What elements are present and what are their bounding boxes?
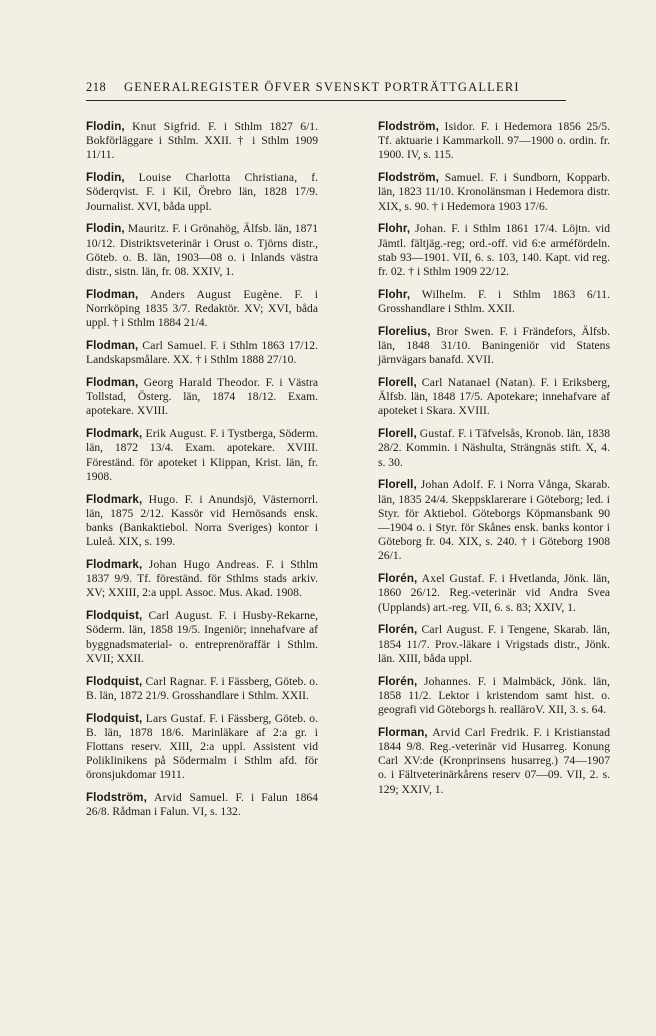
- register-entry: [86, 558, 318, 601]
- entry-text: F. i Sthlm 1837 9/9. Tf. föreständ. för Sthlms stads arkiv. XV; XXIII, 2:a uppl. Assoc. Mus. Akad. 1908.: [86, 558, 318, 600]
- entry-surname: Flodman,: [86, 287, 139, 301]
- entry-text: F. i Täfvelsås, Kronob. län, 1838 28/2. Kommin. i Näshulta, Strängnäs stift. X, 4. s. 30.: [378, 427, 610, 469]
- entry-surname: Flodmark,: [86, 558, 143, 572]
- entry-given-name: Lars Gustaf.: [145, 711, 206, 725]
- entry-text: F. i Falun 1864 26/8. Rådman i Falun. VI, s. 132.: [86, 791, 318, 819]
- entry-surname: Flodin,: [86, 171, 125, 185]
- entry-given-name: Johannes.: [423, 674, 472, 688]
- entry-surname: Flodström,: [378, 120, 439, 133]
- entry-surname: Flodquist,: [86, 609, 143, 623]
- register-entry: [86, 493, 318, 550]
- entry-surname: Flohr,: [378, 287, 411, 301]
- register-entry: [86, 675, 318, 703]
- entry-text: F. i Fässberg, Göteb. o. B. län, 1878 18/6. Marinläkare af 2:a gr. i Flottans reserv. XIII, 2:a uppl. Assistent vid Poliklinikens på Södermalm i Sthlm afd. för öronsjukdomar 1911.: [86, 711, 318, 782]
- entry-text: F. i Fässberg, Göteb. o. B. län, 1872 21/9. Grosshandlare i Sthlm. XXII.: [86, 674, 319, 702]
- entry-surname: Flodquist,: [86, 711, 143, 725]
- register-entry: [378, 171, 610, 214]
- register-entry: [378, 675, 610, 718]
- entry-given-name: Samuel.: [444, 171, 484, 185]
- entry-surname: Flodin,: [86, 120, 125, 133]
- entry-given-name: Arvid Carl Fredrik.: [432, 725, 529, 739]
- register-entry: [378, 427, 610, 470]
- register-entry: [378, 288, 610, 316]
- left-column: [86, 120, 318, 828]
- entry-surname: Florell,: [378, 376, 417, 390]
- entry-text: F. i Sundborn, Kopparb. län, 1823 11/10. Kronolänsman i Hedemora distr. XIX, s. 90. † i Hedemora 1903 17/6.: [378, 171, 610, 213]
- entry-given-name: Axel Gustaf.: [421, 572, 485, 586]
- entry-text: F. i Malmbäck, Jönk. län, 1858 11/2. Lektor i kristendom samt hist. o. geografi vid Göteborgs h. realläroV. XII, 3. s. 64.: [378, 674, 610, 717]
- entry-surname: Florell,: [378, 427, 417, 441]
- entry-given-name: Louise Charlotta Christiana,: [138, 171, 298, 185]
- entry-surname: Flodman,: [86, 376, 139, 390]
- header-rule: [86, 100, 566, 101]
- entry-surname: Flodin,: [86, 222, 125, 236]
- entry-surname: Florén,: [378, 623, 418, 637]
- entry-given-name: Wilhelm.: [421, 287, 467, 301]
- entry-surname: Florman,: [378, 725, 428, 739]
- entry-given-name: Erik August.: [145, 427, 207, 441]
- entry-given-name: Gustaf.: [419, 427, 455, 441]
- entry-text: F. i Sthlm 1827 6/1. Bokförläggare i Sthlm. XXII. † i Sthlm 1909 11/11.: [86, 120, 318, 162]
- entry-given-name: Carl Natanael (Natan).: [421, 376, 536, 390]
- register-entry: [86, 222, 318, 279]
- entry-given-name: Arvid Samuel.: [154, 791, 229, 805]
- entry-surname: Florén,: [378, 572, 418, 586]
- entry-given-name: Hugo.: [148, 492, 179, 506]
- running-title: GENERALREGISTER ÖFVER SVENSKT PORTRÄTTGALLERI: [124, 80, 520, 94]
- entry-surname: Florelius,: [378, 324, 431, 338]
- entry-given-name: Knut Sigfrid.: [132, 120, 201, 133]
- entry-surname: Flodström,: [86, 791, 147, 805]
- entry-given-name: Carl August.: [148, 609, 213, 623]
- register-entry: [86, 171, 318, 214]
- entry-given-name: Johan.: [415, 222, 447, 236]
- register-entry: [86, 609, 318, 666]
- entry-text: F. i Frändefors, Älfsb. län, 1848 31/10. Baningeniör vid Statens järnvägars banafd. XVII.: [378, 324, 611, 367]
- entry-surname: Flodquist,: [86, 674, 143, 688]
- entry-given-name: Carl August.: [421, 623, 484, 637]
- page-number: 218: [86, 80, 107, 94]
- entry-text: F. i Tengene, Skarab. län, 1854 11/7. Prov.-läkare i Vrigstads distr., Jönk. län. XIII, båda uppl.: [378, 623, 610, 665]
- entry-text: F. i Sthlm 1863 17/12. Landskapsmålare. XX. † i Sthlm 1888 27/10.: [86, 339, 318, 367]
- entry-text: F. i Sthlm 1863 6/11. Grosshandlare i Sthlm. XXII.: [378, 287, 610, 316]
- register-entry: [378, 572, 610, 615]
- entry-given-name: Johan Hugo Andreas.: [148, 558, 260, 572]
- register-entry: [86, 288, 318, 331]
- entry-text: F. i Kristianstad 1844 9/8. Reg.-veterinär vid Husarreg. Konung Carl XV:de (Kronprinsens husarreg.) 74—1907 o. i Fältveterinärkårens reserv 07—09. VII, 2. s. 129; XXIV, 1.: [378, 725, 610, 796]
- register-entry: [378, 376, 610, 419]
- running-header: [86, 80, 566, 95]
- entry-text: F. i Hedemora 1856 25/5. Tf. aktuarie i Kammarkoll. 97—1900 o. ordin. fr. 1900. IV, s. 115.: [378, 120, 610, 162]
- entry-given-name: Bror Swen.: [436, 324, 494, 338]
- register-entry: [378, 222, 610, 279]
- entry-given-name: Carl Samuel.: [142, 339, 207, 353]
- entry-text: F. i Norrköping 1835 3/7. Redaktör. XV; XVI, båda uppl. † i Sthlm 1884 21/4.: [86, 287, 318, 330]
- entry-given-name: Carl Ragnar.: [145, 674, 207, 688]
- entry-given-name: Isidor.: [444, 120, 476, 133]
- entry-surname: Florell,: [378, 478, 417, 492]
- entry-text: F. i Husby-Rekarne, Söderm. län, 1858 19/5. Ingeniör; innehafvare af byggnadsmaterial- o. entreprenöraffär i Sthlm. XVII; XXII.: [86, 609, 319, 665]
- entry-surname: Flodmark,: [86, 492, 143, 506]
- entry-text: F. i Västra Tollstad, Österg. län, 1874 18/12. Exam. apotekare. XVIII.: [86, 376, 318, 418]
- entry-text: F. i Norra Vånga, Skarab. län, 1835 24/4. Skeppsklarerare i Göteborg; led. i Styr. för Aktiebol. Göteborgs Köpmansbank 90 —1904 o. i Styr. för Skånes ensk. banks kontor i Göteborg fr. 04. XIX, s. 240. † i Göteborg 1908 26/1.: [378, 478, 611, 563]
- entry-text: F. i Grönahög, Älfsb. län, 1871 10/12. Distriktsveterinär i Orust o. Tjörns distr., Göteb. o. B. län, 1903—08 o. i Inlands västra distr., sistn. län, fr. 08. XXIV, 1.: [86, 222, 318, 279]
- register-entry: [86, 120, 318, 163]
- entry-given-name: Mauritz.: [127, 222, 170, 236]
- register-entry: [86, 791, 318, 819]
- register-entry: [378, 623, 610, 666]
- register-entry: [86, 427, 318, 484]
- right-column: [378, 120, 610, 805]
- register-entry: [86, 339, 318, 367]
- entry-surname: Flodman,: [86, 339, 139, 353]
- entry-text: F. i Sthlm 1861 17/4. Löjtn. vid Jämtl. fältjäg.-reg; ord.-off. vid 6:e arméfördeln. stab 93—1901. VII, 6. s. 103, 140. Kapt. vid reg. fr. 02. † i Sthlm 1909 22/12.: [378, 222, 611, 279]
- entry-surname: Flodmark,: [86, 427, 143, 441]
- register-entry: [86, 376, 318, 419]
- entry-text: F. i Eriksberg, Älfsb. län, 1848 17/5. Apotekare; innehafvare af apoteket i Skara. XVIII.: [378, 376, 610, 418]
- entry-given-name: Georg Harald Theodor.: [143, 376, 261, 390]
- entry-surname: Flodström,: [378, 171, 439, 185]
- entry-given-name: Johan Adolf.: [420, 478, 484, 492]
- register-entry: [378, 120, 610, 163]
- register-entry: [378, 325, 610, 368]
- register-entry: [378, 478, 610, 563]
- entry-surname: Flohr,: [378, 222, 411, 236]
- entry-given-name: Anders August Eugène.: [150, 287, 283, 301]
- register-entry: [86, 712, 318, 783]
- entry-text: f. Söderqvist. F. i Kil, Örebro län, 1828 17/9. Journalist. XVI, båda uppl.: [86, 171, 318, 213]
- entry-text: F. i Hvetlanda, Jönk. län, 1860 26/12. Reg.-veterinär vid Andra Svea (Upplands) art.-reg. VII, 6. s. 83; XXIV, 1.: [378, 572, 610, 614]
- register-entry: [378, 726, 610, 797]
- entry-surname: Florén,: [378, 674, 418, 688]
- entry-text: F. i Tystberga, Söderm. län, 1872 13/4. Exam. apotekare. XVIII. Föreständ. för apoteket i Klippan, Krist. län, fr. 1908.: [86, 427, 318, 483]
- entry-text: F. i Anundsjö, Västernorrl. län, 1875 2/12. Kassör vid Hernösands ensk. banks (Bankaktiebol. Norra Sveriges) kontor i Luleå. XIX, s. 199.: [86, 492, 318, 549]
